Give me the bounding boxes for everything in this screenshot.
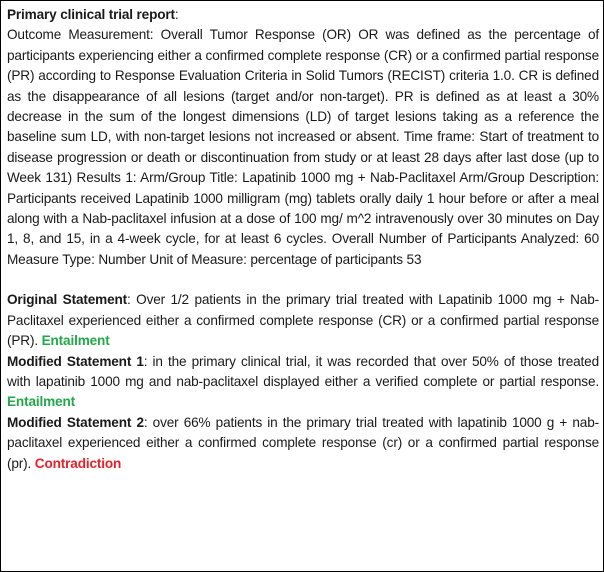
primary-report-body: Outcome Measurement: Overall Tumor Response (OR) OR was defined as the percentage of participants experiencing either a confirmed complete response (CR) or a confirmed partial response (PR) according to Response Evaluation Criteria in Solid Tumors (RECIST) criteria 1.0. CR is defined as the disappearance of all lesions (target and/or non-target). PR is defined as at least a 30% decrease in the sum of the longest dimensions (LD) of target lesions taking as a reference the baseline sum LD, with non-target lesions not increased or absent. Time frame: Start of treatment to disease progression or death or discontinuation from study or at least 28 days after last dose (up to Week 131) Results 1: Arm/Group Title: Lapatinib 1000 mg + Nab-Paclitaxel Arm/Group Description: Participants received Lapatinib 1000 milligram (mg) tablets orally daily 1 hour before or after a meal along with a Nab-paclitaxel infusion at a dose of 100 mg/ m^2 intravenously over 30 minutes on Day 1, 8, and 15, in a 4-week cycle, for at least 6 cycles. Overall Number of Participants Analyzed: 60 Measure Type: Number Unit of Measure: percentage of participants 53 — [7, 27, 599, 267]
section-spacer — [7, 270, 599, 290]
verdict-entailment: Entailment — [41, 333, 110, 349]
modified-statement-1 — [7, 352, 599, 413]
primary-report-heading: Primary clinical trial report — [7, 7, 175, 22]
modified-statement-2 — [7, 413, 599, 474]
statement-text: : over 66% patients in the primary trial treated with lapatinib 1000 g + nab-paclitaxel experienced either a confirmed complete response (cr) or a confirmed partial response (pr). — [7, 414, 599, 471]
verdict-contradiction: Contradiction — [34, 455, 122, 471]
statement-label: Original Statement — [7, 292, 128, 308]
verdict-entailment: Entailment — [7, 394, 75, 410]
primary-report-heading-line — [7, 5, 599, 25]
statement-text: : Over 1/2 patients in the primary trial treated with Lapatinib 1000 mg + Nab-Paclitaxel experienced either a confirmed complete response (CR) or a confirmed partial response (PR). — [7, 292, 599, 349]
original-statement — [7, 290, 599, 351]
statement-label: Modified Statement 2 — [7, 414, 144, 430]
heading-colon: : — [174, 7, 179, 22]
statement-label: Modified Statement 1 — [7, 353, 144, 369]
document-content — [7, 5, 599, 474]
statement-text: : in the primary clinical trial, it was recorded that over 50% of those treated with lapatinib 1000 mg and nab-paclitaxel displayed either a verified complete or partial response. — [7, 353, 599, 389]
